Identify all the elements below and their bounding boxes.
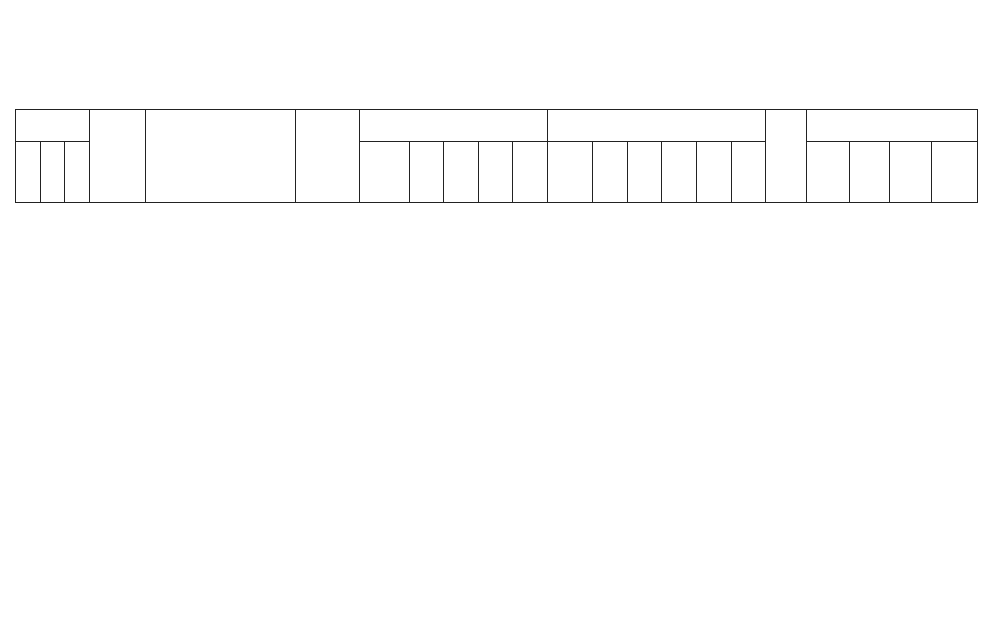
unit-code-header [90,110,146,203]
bonus-header [479,142,513,203]
lei-header [16,142,41,203]
medical-fee-header [890,142,932,203]
unit-name-header [146,110,296,203]
civil-medical-header [697,142,732,203]
perf-wage-header [513,142,548,203]
total-header [296,110,360,203]
kuan-header [41,142,65,203]
other-social-header [732,142,766,203]
other-group-header [807,110,978,142]
func-subject-header [16,110,90,142]
wage-group-header [360,110,548,142]
pension-header [593,142,628,203]
budget-table [15,109,978,203]
xiang-header [65,142,90,203]
other-sum-header [807,142,850,203]
social-sum-header [548,142,593,203]
basic-wage-header [410,142,444,203]
medical-ins-header [662,142,697,203]
food-allowance-header [850,142,890,203]
allowance-header [444,142,479,203]
wage-sum-header [360,142,410,203]
housing-fund-header [766,110,807,203]
annuity-header [628,142,662,203]
social-group-header [548,110,766,142]
other-welfare-header [932,142,978,203]
